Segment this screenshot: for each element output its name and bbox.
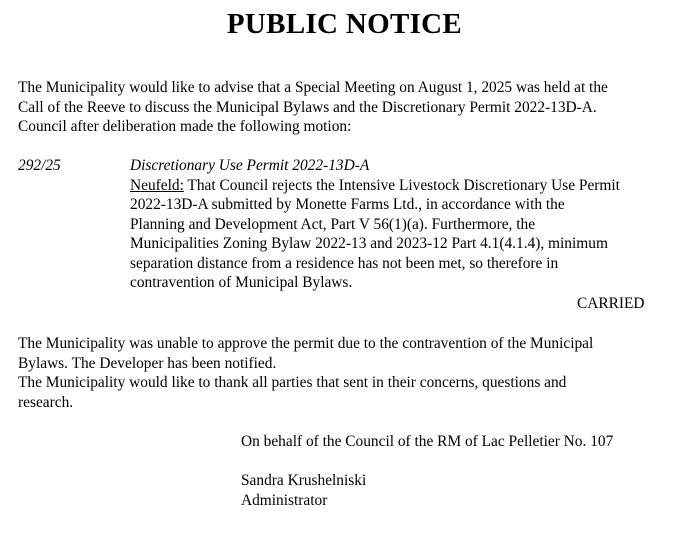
motion-result: CARRIED [577, 295, 645, 312]
intro-line: Council after deliberation made the following motion: [18, 118, 352, 135]
thanks-line: The Municipality would like to thank all parties that sent in their concerns, questions and [18, 374, 567, 391]
on-behalf-line: On behalf of the Council of the RM of Lac Pelletier No. 107 [241, 433, 614, 450]
outcome-paragraph [18, 334, 683, 373]
intro-line: The Municipality would like to advise that a Special Meeting on August 1, 2025 was held at the [18, 79, 608, 96]
motion-first-line-text: That Council rejects the Intensive Livestock Discretionary Use Permit [183, 176, 620, 194]
signature-block [241, 471, 366, 510]
signer-role: Administrator [241, 491, 328, 509]
motion-line: 2022-13D-A submitted by Monette Farms Ltd., in accordance with the [130, 196, 565, 213]
thanks-paragraph [18, 373, 683, 412]
motion-line: contravention of Municipal Bylaws. [130, 274, 353, 291]
intro-line: Call of the Reeve to discuss the Municipal Bylaws and the Discretionary Permit 2022-13D-A. [18, 98, 597, 116]
motion-line: Planning and Development Act, Part V 56(1)(a). Furthermore, the [130, 215, 536, 233]
signer-name: Sandra Krushelniski [241, 472, 367, 489]
thanks-line: research. [18, 393, 74, 411]
motion-number: 292/25 [18, 157, 61, 174]
motion-line: separation distance from a residence has not been met, so therefore in [130, 254, 559, 272]
intro-paragraph [18, 78, 683, 137]
page-title: PUBLIC NOTICE [226, 8, 463, 40]
motion-mover: Neufeld: [130, 176, 184, 194]
motion-title: Discretionary Use Permit 2022-13D-A [130, 157, 370, 174]
motion-text [130, 156, 682, 293]
outcome-line: Bylaws. The Developer has been notified. [18, 354, 277, 372]
motion-first-line [130, 176, 682, 196]
outcome-line: The Municipality was unable to approve the permit due to the contravention of the Municipal [18, 335, 594, 352]
motion-line: Municipalities Zoning Bylaw 2022-13 and 2023-12 Part 4.1(4.1.4), minimum [130, 235, 608, 252]
